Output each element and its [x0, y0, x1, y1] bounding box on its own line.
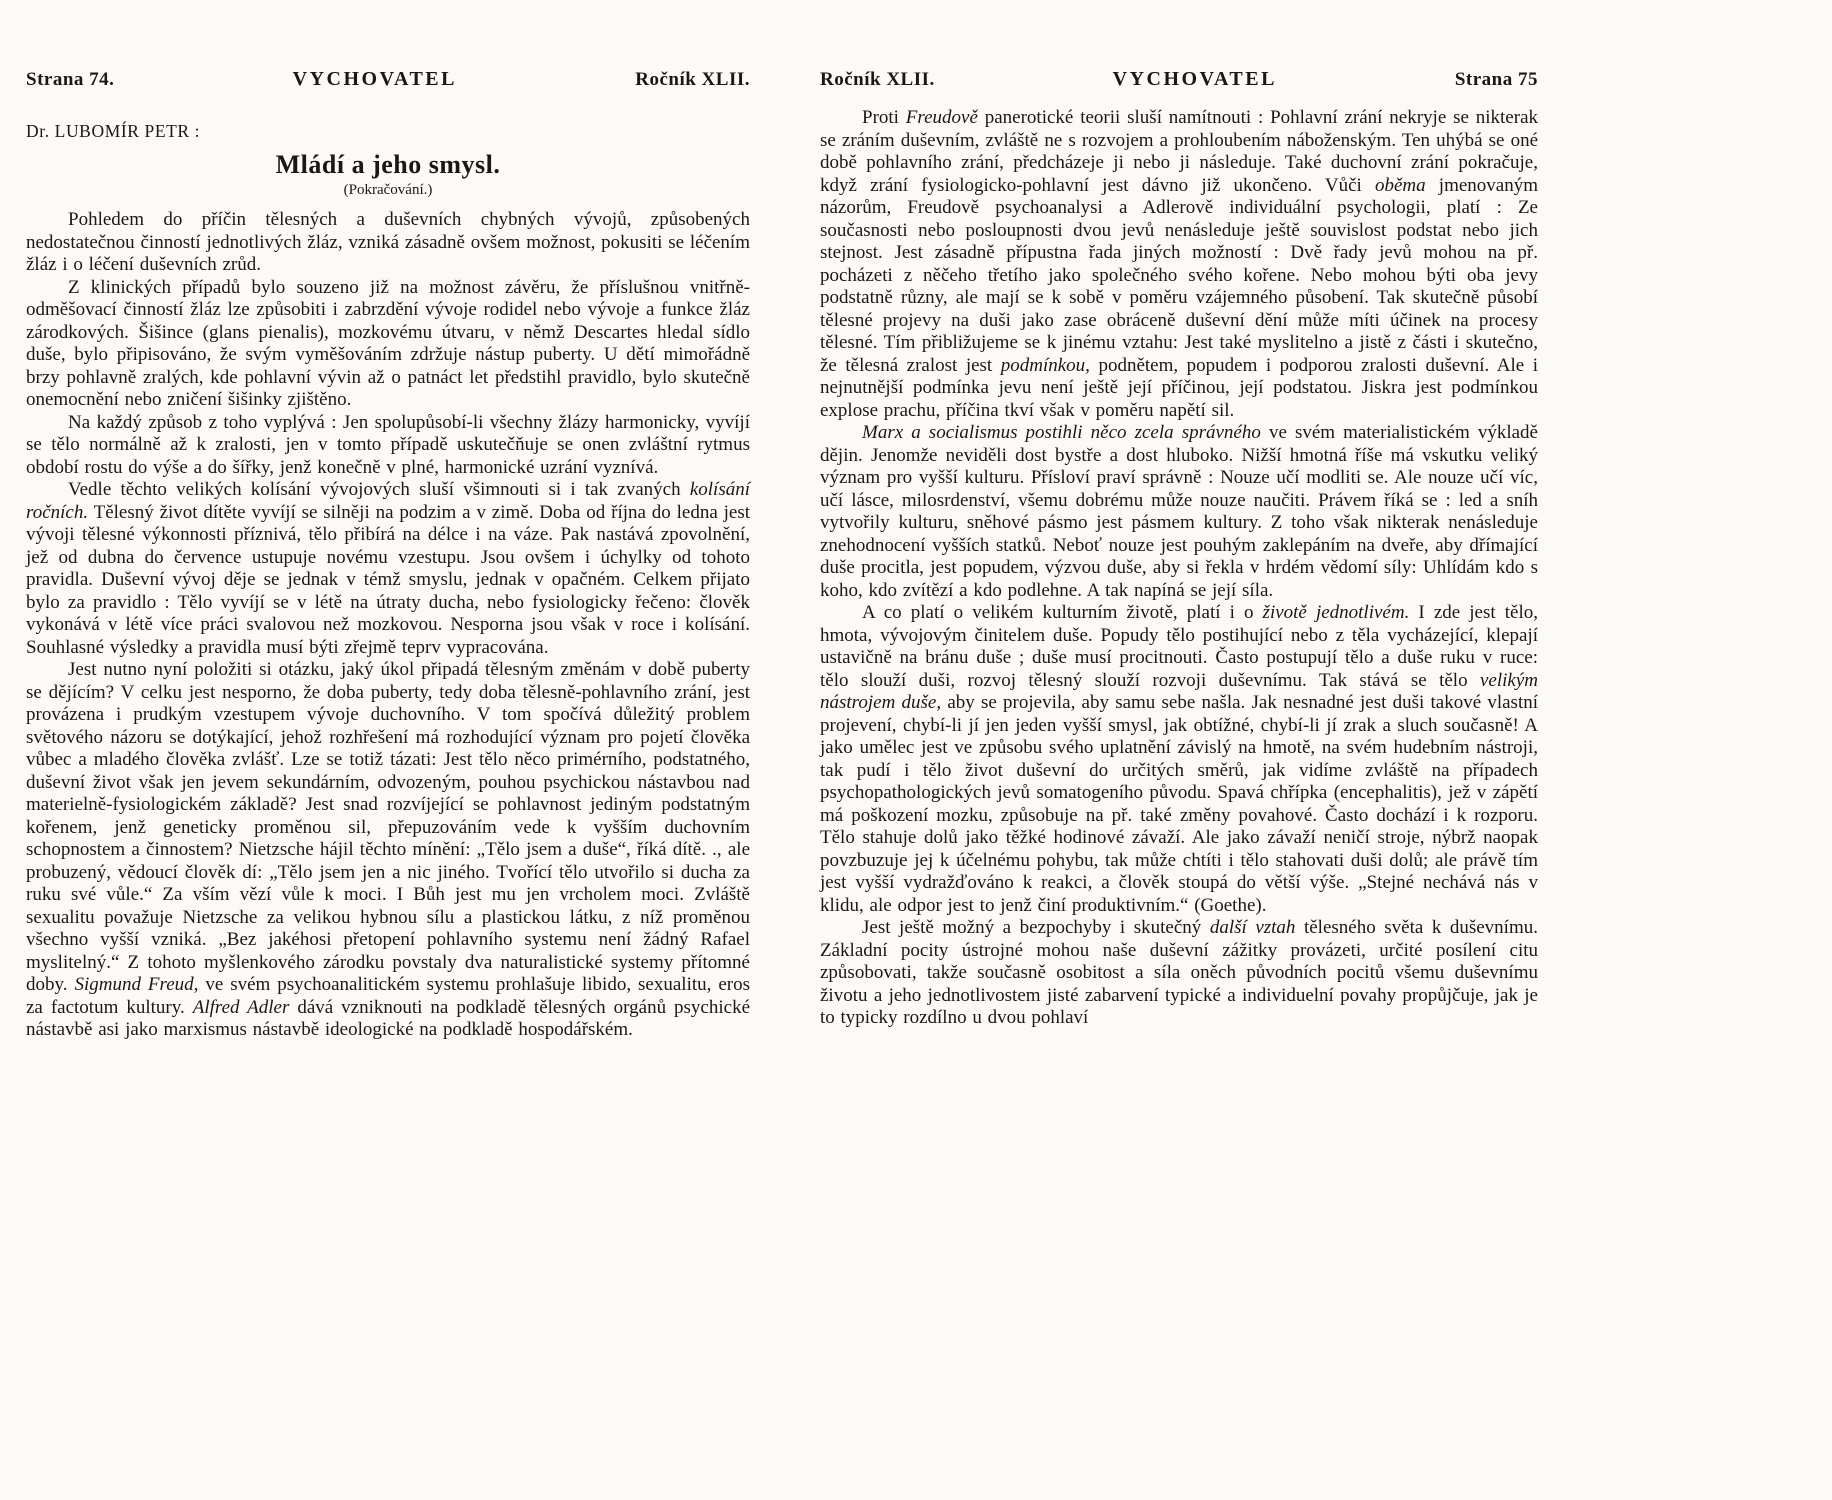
paragraph: Na každý způsob z toho vyplývá : Jen spolupůsobí-li všechny žlázy harmonicky, vyvíjí se tělo normálně až k zralosti, jen v tomto případě uskutečňuje se onen zvláštní rytmus období rostu do výše a do šířky, jenž konečně v plné, harmonické uzrání vyznívá.: [26, 411, 750, 478]
page-number-right: Strana 75: [1454, 69, 1538, 90]
journal-title-right: VYCHOVATEL: [1112, 68, 1277, 90]
page-header-left: [26, 68, 750, 91]
author-line: Dr. LUBOMÍR PETR :: [26, 121, 201, 141]
page-right: [820, 0, 1538, 1500]
paragraph: Proti Freudově panerotické teorii sluší namítnouti : Pohlavní zrání nekryje se nikterak se zráním duševním, zvláště ne s rozvojem a prohloubením náboženským. Ten uhýbá se oné době pohlavního zrání, předcházeje ji nebo ji následuje. Také duchovní zrání pokračuje, když zrání fysiologicko-pohlavní jest dávno již ukončeno. Vůči oběma jmenovaným názorům, Freudově psychoanalysi a Adlerově individuální psychologii, platí : Ze současnosti nebo posloupnosti dvou jevů nenásleduje ještě souvislost podstat nebo jich stejnost. Jest zásadně přípustna řada jiných možností : Dvě řady jevů mohou na př. pocházeti z něčeho třetího jako společného svého kořene. Nebo mohou býti oba jevy podstatně různy, ale mají se k sobě v poměru vzájemného působení. Tak skutečně působí tělesné projevy na duši jako zase obráceně duševní dění může míti účinek na procesy tělesné. Tím přibližujeme se k jinému vztahu: Jest také myslitelno a jistě z části i skutečno, že tělesná zralost jest podmínkou, podnětem, popudem i podporou zralosti duševní. Ale i nejnutnější podmínka jevu není ještě její příčinou, její podstatou. Jiskra jest podmínkou explose prachu, příčina tkví však v poměru napětí sil.: [820, 107, 1539, 421]
page-left: [26, 0, 750, 1500]
volume-label-left: Ročník XLII.: [635, 69, 750, 90]
article-title: Mládí a jeho smysl.: [275, 150, 501, 179]
article-subtitle: (Pokračování.): [343, 182, 433, 198]
paragraph: A co platí o velikém kulturním životě, platí i o životě jednotlivém. I zde jest tělo, hmota, vývojovým činitelem duše. Popudy tělo postihující nebo z těla vycházející, klepají ustavičně na bránu duše ; duše musí procitnouti. Často postupují tělo a duše ruku v ruce: tělo slouží duši, rozvoj tělesný slouží rozvoji duševnímu. Tak stává se tělo velikým nástrojem duše, aby se projevila, aby samu sebe našla. Jak nesnadné jest duši takové vlastní projevení, chybí-li jí jen jeden vyšší smysl, jak obtížné, chybí-li jí zrak a sluch současně! A jako umělec jest ve způsobu svého uplatnění závislý na hmotě, na svém hudebním nástroji, tak pudí i tělo život duševní do určitých směrů, jak vidíme zvláště na případech psychopathologických jevů somatogeního původu. Spavá chřípka (encephalitis), jež v zápětí má poškození mozku, způsobuje na př. také změny povahové. Často dochází i k rozporu. Tělo stahuje dolů jako těžké hodinové závaží. Ale jako závaží neničí stroje, nýbrž naopak povzbuzuje jej k účelnému pohybu, tak může chtíti i tělo stahovati duši dolů; ale právě tím jest vyšší vydražďováno k reakci, a člověk stoupá do větší výše. „Stejné nechává nás v klidu, ale odpor jest to jenž činí produktivním.“ (Goethe).: [820, 602, 1539, 916]
journal-title-left: VYCHOVATEL: [292, 68, 457, 90]
paragraph: Vedle těchto velikých kolísání vývojových sluší všimnouti si i tak zvaných kolísání ročních. Tělesný život dítěte vyvíjí se silněji na podzim a v zimě. Doba od října do ledna jest vývoji tělesné výkonnosti příznivá, tělo přibírá na délce i na váze. Pak nastává zpovolnění, jež od dubna do července ustupuje novému vzestupu. Jsou ovšem i úchylky od tohoto pravidla. Duševní vývoj děje se jednak v témž smyslu, jednak v opačném. Celkem přijato bylo za pravidlo : Tělo vyvíjí se v létě na útraty ducha, nebo fysiologicky řečeno: člověk vykonává v létě více práci svalovou než mozkovou. Nesporna jsou však v roce i kolísání. Souhlasné výsledky a pravidla musí býti zřejmě teprv vypracována.: [26, 479, 750, 658]
paragraph: Pohledem do příčin tělesných a duševních chybných vývojů, způsobených nedostatečnou činností jednotlivých žláz, vzniká zásadně ovšem možnost, pokusiti se léčením žláz i o léčení duševních zrůd.: [26, 209, 750, 275]
paragraph: Z klinických případů bylo souzeno již na možnost závěru, že příslušnou vnitřně-odměšovací činností žláz lze způsobiti i zabrzdění vývoje rodidel nebo vývoje a funkce žláz zárodkových. Šišince (glans pienalis), mozkovému útvaru, v němž Descartes hledal sídlo duše, bylo připisováno, že svým vyměšováním zdržuje nástup puberty. U dětí mimořádně brzy pohlavně zralých, kde pohlavní vývin až o patnáct let předstihl pravidlo, bylo skutečně onemocnění nebo zničení šišinky zjištěno.: [26, 276, 750, 410]
page-header-right: [820, 68, 1538, 91]
volume-label-right: Ročník XLII.: [820, 69, 935, 90]
paragraph: Marx a socialismus postihli něco zcela správného ve svém materialistickém výkladě dějin. Jenomže neviděli dost bystře a dost hluboko. Nižší hmotná říše má vskutku veliký význam pro vyšší kulturu. Přísloví praví správně : Nouze učí modliti se. Ale nouze učí víc, učí lásce, milosrdenství, všemu dobrému může nouze naučiti. Právem říká se : led a sníh vytvořily kulturu, sněhové pásmo jest pásmem kultury. Z toho však nikterak nenásleduje znehodnocení vyšších statků. Neboť nouze jest pouhým zaklepáním na dveře, aby dřímající duše procitla, jest popudem, výzvou duše, aby si řekla v hrdém vědomí síly: Uhlídám kdo s koho, kdo zvítězí a kdo podlehne. A tak napíná se její síla.: [820, 422, 1538, 601]
page-number-left: Strana 74.: [26, 69, 115, 90]
paragraph: Jest nutno nyní položiti si otázku, jaký úkol připadá tělesným změnám v době puberty se dějícím? V celku jest nesporno, že doba puberty, tedy doba tělesně-pohlavního zrání, jest provázena i prudkým vzestupem vývoje duchovního. V tom spočívá důležitý problem světového názoru se dotýkající, jehož rozhřešení má rozhodující význam pro pojetí člověka vůbec a mladého člověka zvlášť. Lze se totiž tázati: Jest tělo něco primérního, podstatného, duševní život však jen jevem sekundárním, odvozeným, pouhou psychickou nástavbou nad materielně-fysiologickém základě? Jest snad rozvíjející se pohlavnost jediným podstatným kořenem, jenž geneticky proměnou sil, přepuzováním vede k vyšším duchovním schopnostem a činnostem? Nietzsche hájil těchto mínění: „Tělo jsem a duše“, říká dítě. ., ale probuzený, vědoucí člověk dí: „Tělo jsem jen a nic jiného. Tvořící tělo utvořilo si ducha za ruku své vůle.“ Za vším vězí vůle k moci. I Bůh jest mu jen vrcholem moci. Zvláště sexualitu považuje Nietzsche za velikou hybnou sílu a plastickou látku, z níž proměnou všechno vyšší vzniká. „Bez jakéhosi přetopení pohlavního systemu není žádný Rafael myslitelný.“ Z tohoto myšlenkového zárodku povstaly dva naturalistické systemy přítomné doby. Sigmund Freud, ve svém psychoanalitickém systemu prohlašuje libido, sexualitu, eros za factotum kultury. Alfred Adler dává vzniknouti na podkladě tělesných orgánů psychické nástavbě asi jako marxismus nástavbě ideologické na podkladě hospodářském.: [26, 659, 751, 1040]
paragraph: Jest ještě možný a bezpochyby i skutečný další vztah tělesného světa k duševnímu. Základní pocity ústrojné mohou naše duševní zážitky provázeti, určité posílení citu způsobovati, takže současně osobitost a síla oněch původních pocitů všemu duševnímu životu a jeho jednotlivostem jisté zabarvení typické a individuelní povahy propůjčuje, jak je to typicky rozdílno u dvou pohlaví: [820, 917, 1538, 1028]
